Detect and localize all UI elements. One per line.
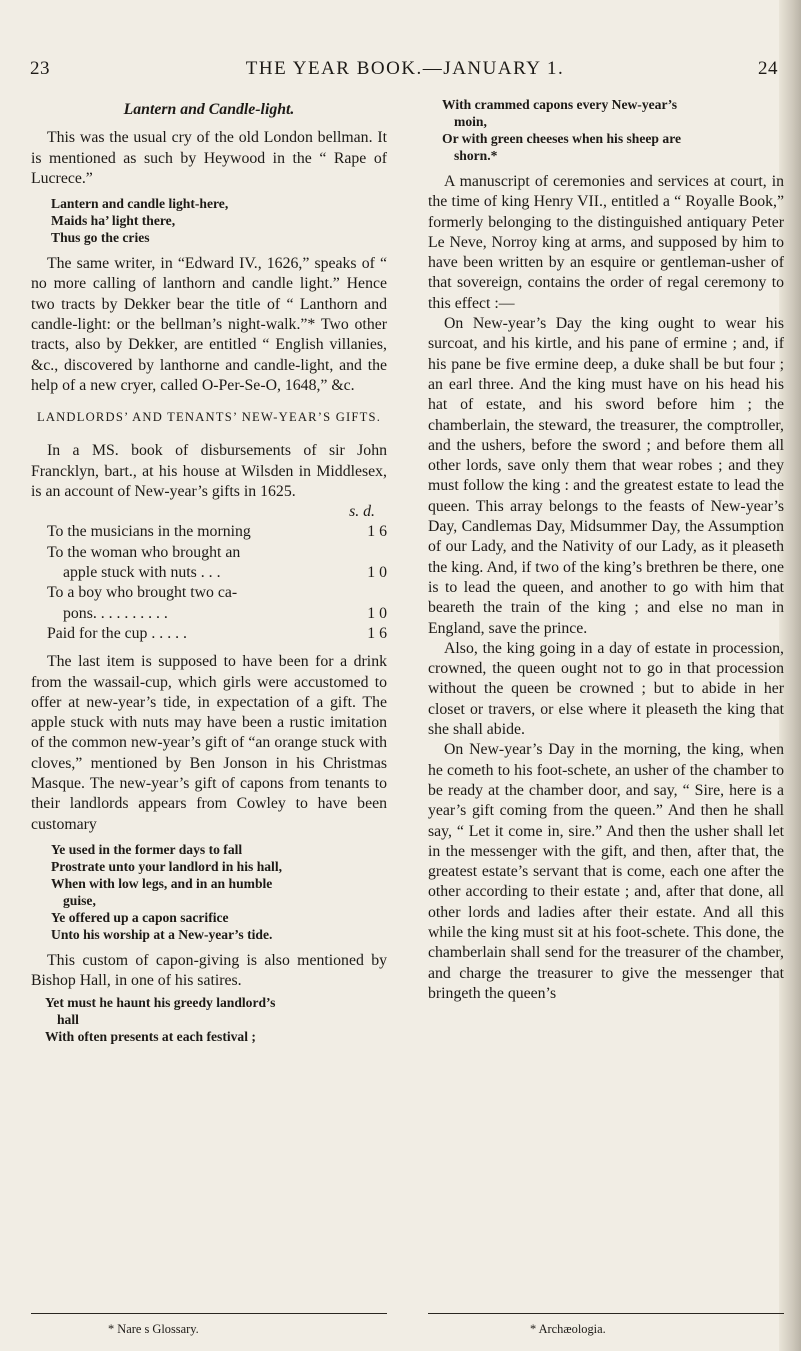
verse-line: Ye used in the former days to fall bbox=[51, 841, 243, 857]
paragraph: The last item is supposed to have been for a drink from the wassail-cup, which girls were accustomed to offer at new-year’s tide, in expectation of a gift. The apple stuck with nuts may have been a rustic imitation of the common new-year’s gift of “an orange stuck with cloves,” mentioned by Ben Jonson in his Christmas Masque. The new-year’s gift of capons from tenants to their landlords appears from Cowley to have been customary bbox=[31, 653, 387, 833]
paragraph: A manuscript of ceremonies and services at court, in the time of king Henry VII., entitled a “ Royalle Book,” formerly belonging to the distinguished antiquary Peter Le Neve, Norroy king at arms, and supposed by him to have been written by an esquire or gentleman-usher of that sovereign, contains the order of regal ceremony to this effect :— bbox=[428, 173, 784, 312]
paragraph: In a MS. book of disbursements of sir John Francklyn, bart., at his house at Wilsden in Middlesex, is an account of New-year’s gifts in 1625. bbox=[31, 442, 387, 500]
account-table bbox=[31, 502, 387, 644]
footnote-left: * Nare s Glossary. bbox=[108, 1322, 199, 1336]
verse-quote bbox=[442, 96, 784, 164]
verse-line: shorn.* bbox=[454, 148, 498, 163]
account-currency-header: s. d. bbox=[349, 503, 375, 521]
account-amount bbox=[353, 543, 387, 563]
paragraph: The same writer, in “Edward IV., 1626,” speaks of “ no more calling of lanthorn and candle light.” Hence two tracts by Dekker bear the title of “ Lanthorn and candle-light: or the bellman’s night-walk.”* Two other tracts, also by Dekker, are entitled “ English villanies, &c., discovered by lanthorne and candle-light, and the help of a new cryer, called O-Per-Se-O, 1648,” &c. bbox=[31, 255, 387, 394]
paragraph: On New-year’s Day in the morning, the king, when he cometh to his foot-schete, an usher of the chamber to be ready at the chamber door, and say, “ Sire, here is a year’s gift coming from the queen.” And then he shall say, “ Let it come in, sire.” And then the usher shall let in the messenger with the gift, and then, after that, the greatest estate’s servant that is come, each one after the other according to their estate ; and, after that done, all other lords and ladies after their estate. And all this while the king must sit at his foot-schete. This done, the chamberlain shall send for the treasurer of the chamber, and charge the treasurer to give the messenger that bringeth the queen’s bbox=[428, 741, 784, 1002]
verse-line: With often presents at each festival ; bbox=[45, 1028, 256, 1044]
account-row bbox=[31, 522, 387, 542]
verse-line: Ye offered up a capon sacrifice bbox=[51, 909, 229, 925]
verse-line: moin, bbox=[454, 114, 487, 129]
account-amount: 1 6 bbox=[367, 523, 387, 541]
account-amount: 1 0 bbox=[367, 604, 387, 622]
footnote-rule bbox=[31, 1313, 387, 1314]
account-desc: To a boy who brought two ca- bbox=[47, 584, 238, 602]
account-row bbox=[31, 583, 387, 603]
page-number-right: 24 bbox=[758, 58, 778, 79]
paragraph: This custom of capon-giving is also mentioned by Bishop Hall, in one of his satires. bbox=[31, 951, 387, 990]
section-heading-lantern: Lantern and Candle-light. bbox=[123, 101, 295, 118]
verse-line: When with low legs, and in an humble bbox=[51, 875, 273, 891]
running-title: THE YEAR BOOK.—JANUARY 1. bbox=[245, 58, 565, 79]
verse-quote bbox=[45, 994, 387, 1045]
right-column bbox=[428, 96, 784, 1004]
verse-quote bbox=[51, 841, 387, 943]
paragraph: This was the usual cry of the old London bellman. It is mentioned as such by Heywood in the “ Rape of Lucrece.” bbox=[31, 129, 387, 187]
account-amount: 1 6 bbox=[367, 624, 387, 642]
account-desc: To the woman who brought an bbox=[47, 543, 241, 561]
account-desc: apple stuck with nuts . . . bbox=[63, 564, 221, 582]
verse-line: With crammed capons every New-year’s bbox=[442, 97, 678, 112]
verse-line: Unto his worship at a New-year’s tide. bbox=[51, 926, 273, 942]
paragraph: Also, the king going in a day of estate in procession, crowned, the queen ought not to go in that procession without the queen be crowned ; but to abide in her closet or travers, or else where it pleaseth the king that she shall abide. bbox=[428, 639, 784, 739]
running-header bbox=[30, 58, 780, 88]
verse-line: Yet must he haunt his greedy landlord’s bbox=[45, 994, 276, 1010]
verse-line: Lantern and candle light-here, bbox=[51, 196, 229, 212]
footnote-rule bbox=[428, 1313, 784, 1314]
verse-line: Or with green cheeses when his sheep are bbox=[442, 131, 682, 146]
account-row bbox=[31, 624, 387, 644]
account-row bbox=[31, 563, 387, 583]
account-row bbox=[31, 604, 387, 624]
account-desc: To the musicians in the morning bbox=[47, 523, 251, 541]
account-desc: Paid for the cup . . . . . bbox=[47, 624, 187, 642]
account-amount: 1 0 bbox=[367, 564, 387, 582]
verse-quote bbox=[51, 195, 387, 246]
section-heading-gifts: LANDLORDS’ AND TENANTS’ NEW-YEAR’S GIFTS. bbox=[36, 410, 382, 425]
account-amount bbox=[353, 583, 387, 603]
verse-line: Prostrate unto your landlord in his hall, bbox=[51, 858, 283, 874]
verse-line: hall bbox=[57, 1011, 79, 1027]
footnote-right: * Archæologia. bbox=[530, 1322, 606, 1336]
page-number-left: 23 bbox=[30, 58, 50, 79]
account-desc: pons. . . . . . . . . . bbox=[63, 604, 168, 622]
paragraph: On New-year’s Day the king ought to wear his surcoat, and his kirtle, and his pane of ermine ; and, if his pane be five ermine deep, a duke shall be but four ; an earl three. And the king must have on his head his hat of estate, and his sword before him ; the chamberlain, the steward, the treasurer, the comptroller, and the ushers, before the sword ; and before them all other lords, save only them that wear robes ; and they must follow the king : and the greatest estate to lead the queen. This array belongs to the feasts of New-year’s Day, Candlemas Day, Midsummer Day, the Assumption of our Lady, and the Nativity of our Lady, as it pleaseth the king. And, if two of the king’s brethren be there, one is to lead the queen, and another to go with him that beareth the train of the king ; and else no man in England, save the prince. bbox=[428, 315, 784, 637]
verse-line: Maids ha’ light there, bbox=[51, 213, 176, 229]
account-row bbox=[31, 543, 387, 563]
left-column bbox=[31, 96, 387, 1053]
verse-line: Thus go the cries bbox=[51, 230, 150, 246]
verse-line: guise, bbox=[63, 892, 96, 908]
